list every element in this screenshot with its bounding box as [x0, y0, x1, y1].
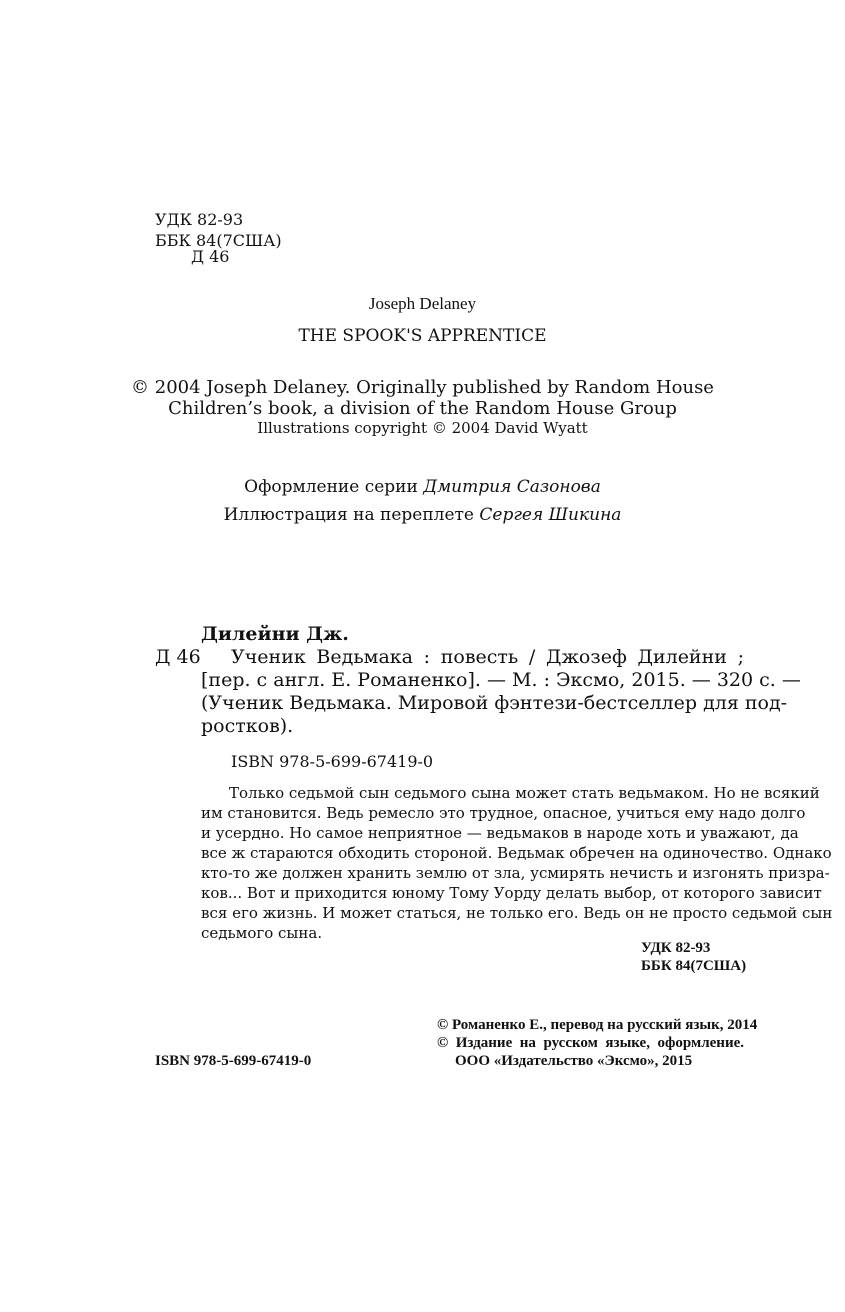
bibliography-text: Ученик Ведьмака : повесть / Джозеф Дилейни ; [231, 646, 744, 668]
original-title: THE SPOOK'S APPRENTICE [298, 326, 547, 346]
edition-copyright-text: © Издание на русском языке, оформление. [437, 1035, 744, 1051]
series-design-label: Оформление серии [244, 477, 424, 497]
summary-udk: УДК 82-93 [641, 940, 711, 956]
summary-line: вся его жизнь. И может статься, не только его. Ведь он не просто седьмой сын [201, 904, 833, 922]
bbk-code: ББК 84(7США) [155, 231, 282, 250]
summary-line: седьмого сына. [201, 924, 323, 942]
bibliography-line-1 [231, 646, 744, 669]
edition-copyright-line-2: ООО «Издательство «Эксмо», 2015 [455, 1053, 693, 1069]
copyright-line-3: Illustrations copyright © 2004 David Wyatt [257, 419, 588, 437]
series-design-credit [0, 477, 845, 497]
summary-line: Только седьмой сын седьмого сына может стать ведьмаком. Но не всякий [229, 784, 820, 802]
udk-code: УДК 82-93 [155, 210, 244, 229]
edition-copyright-line-1 [437, 1034, 744, 1052]
cover-illustration-credit [0, 505, 845, 525]
summary-line: ков... Вот и приходится юному Тому Уорду делать выбор, от которого зависит [201, 884, 822, 902]
summary-bbk: ББК 84(7США) [641, 958, 747, 974]
original-author: Joseph Delaney [368, 294, 477, 313]
cover-illustration-label: Иллюстрация на переплете [223, 505, 480, 525]
bibliography-line-3 [201, 692, 788, 715]
cover-illustration-person: Сергея Шикина [479, 505, 622, 525]
book-summary [201, 783, 833, 943]
bibliography-text: (Ученик Ведьмака. Мировой фэнтези-бестселлер для под- [201, 692, 788, 714]
bibliography-isbn: ISBN 978-5-699-67419-0 [231, 752, 434, 771]
footer-isbn: ISBN 978-5-699-67419-0 [155, 1053, 312, 1069]
series-design-person: Дмитрия Сазонова [423, 477, 601, 497]
translation-copyright: © Романенко Е., перевод на русский язык, 2014 [437, 1017, 758, 1033]
summary-line: и усердно. Но самое неприятное — ведьмаков в народе хоть и уважают, да [201, 824, 799, 842]
author-mark-code: Д 46 [191, 247, 230, 266]
copyright-line-1: © 2004 Joseph Delaney. Originally published by Random House [131, 377, 714, 398]
bibliography-code: Д 46 [155, 646, 201, 668]
bibliography-text: [пер. с англ. Е. Романенко]. — М. : Эксмо, 2015. — 320 с. — [201, 669, 801, 691]
summary-line: кто-то же должен хранить землю от зла, усмирять нечисть и изгонять призра- [201, 864, 830, 882]
summary-line: им становится. Ведь ремесло это трудное, опасное, учиться ему надо долго [201, 804, 806, 822]
bibliography-author-heading: Дилейни Дж. [201, 623, 349, 645]
summary-line: все ж стараются обходить стороной. Ведьмак обречен на одиночество. Однако [201, 844, 832, 862]
bibliography-line-4: ростков). [201, 715, 294, 737]
bibliography-line-2 [201, 669, 801, 692]
copyright-line-2: Children’s book, a division of the Random House Group [168, 398, 677, 419]
